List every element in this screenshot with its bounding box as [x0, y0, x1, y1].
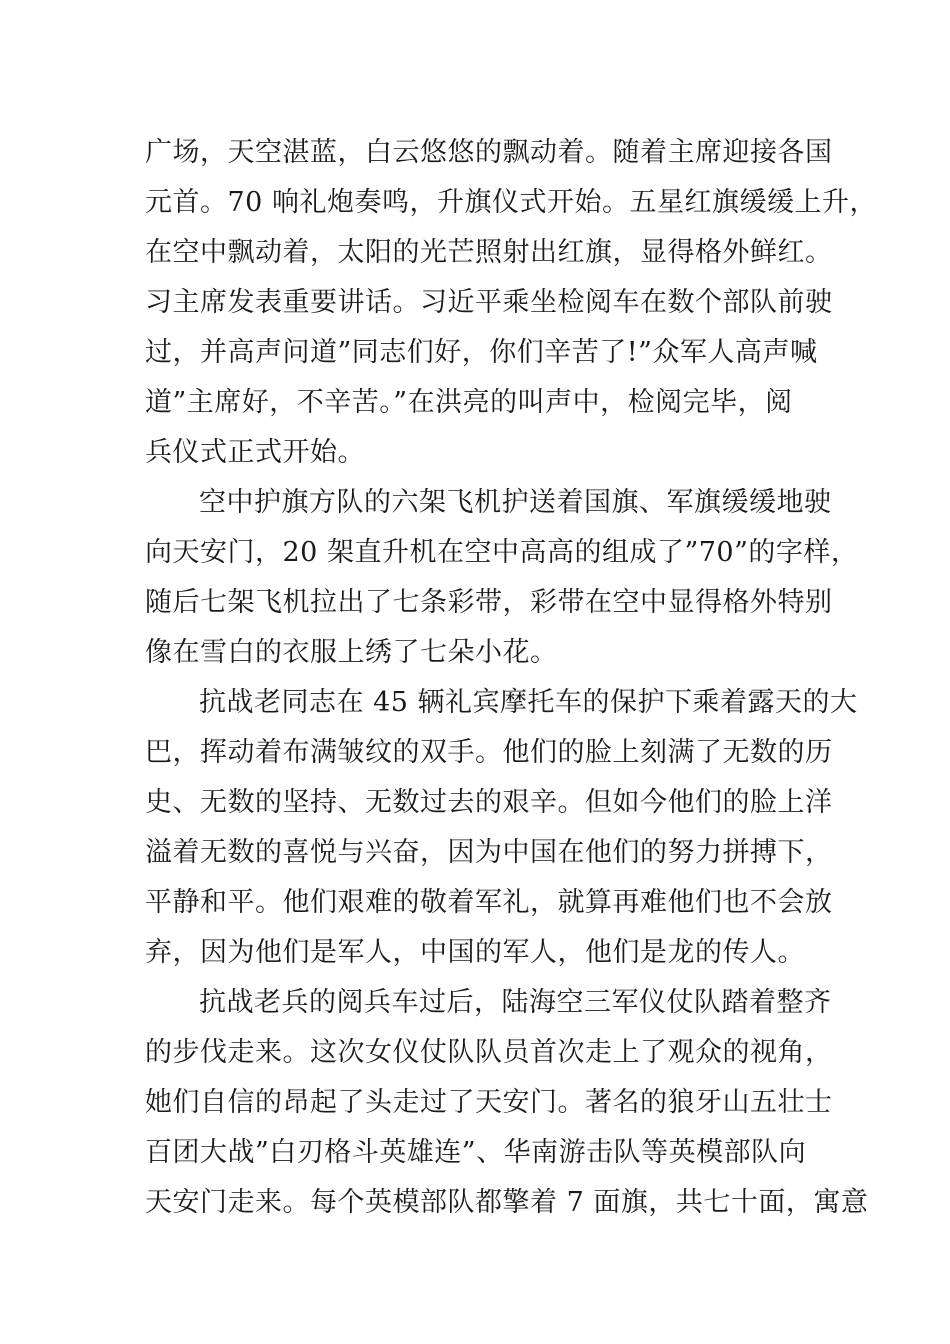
document-body: [145, 128, 877, 1228]
text-line: 道”主席好，不辛苦。”在洪亮的叫声中，检阅完毕，阅: [145, 387, 793, 418]
text-line: 史、无数的坚持、无数过去的艰辛。但如今他们的脸上洋: [145, 787, 833, 818]
text-line: 天安门走来。每个英模部队都擎着 7 面旗，共七十面，寓意: [145, 1187, 869, 1218]
text-line: 抗战老兵的阅兵车过后，陆海空三军仪仗队踏着整齐: [199, 987, 832, 1018]
text-line: 元首。70 响礼炮奏鸣，升旗仪式开始。五星红旗缓缓上升，: [145, 187, 877, 218]
paragraph-2: [145, 478, 859, 678]
text-line: 弃，因为他们是军人，中国的军人，他们是龙的传人。: [145, 937, 805, 968]
text-line: 百团大战”白刃格斗英雄连”、华南游击队等英模部队向: [145, 1137, 807, 1168]
text-line: 平静和平。他们艰难的敬着军礼，就算再难他们也不会放: [145, 887, 833, 918]
text-line: 像在雪白的衣服上绣了七朵小花。: [145, 637, 558, 668]
text-line: 兵仪式正式开始。: [145, 437, 365, 468]
paragraph-4: [145, 978, 869, 1228]
text-line: 她们自信的昂起了头走过了天安门。著名的狼牙山五壮士: [145, 1087, 833, 1118]
text-line: 习主席发表重要讲话。习近平乘坐检阅车在数个部队前驶: [145, 287, 833, 318]
text-line: 向天安门，20 架直升机在空中高高的组成了”70”的字样，: [145, 537, 859, 568]
text-line: 的步伐走来。这次女仪仗队队员首次走上了观众的视角，: [145, 1037, 833, 1068]
text-line: 巴，挥动着布满皱纹的双手。他们的脸上刻满了无数的历: [145, 737, 833, 768]
text-line: 广场，天空湛蓝，白云悠悠的飘动着。随着主席迎接各国: [145, 137, 833, 168]
text-line: 空中护旗方队的六架飞机护送着国旗、军旗缓缓地驶: [199, 487, 832, 518]
text-line: 在空中飘动着，太阳的光芒照射出红旗，显得格外鲜红。: [145, 237, 833, 268]
text-line: 随后七架飞机拉出了七条彩带，彩带在空中显得格外特别: [145, 587, 833, 618]
paragraph-3: [145, 678, 858, 978]
text-line: 过，并高声问道”同志们好，你们辛苦了!”众军人高声喊: [145, 337, 818, 368]
text-line: 溢着无数的喜悦与兴奋，因为中国在他们的努力拼搏下，: [145, 837, 833, 868]
paragraph-1: [145, 128, 877, 478]
text-line: 抗战老同志在 45 辆礼宾摩托车的保护下乘着露天的大: [199, 687, 858, 718]
